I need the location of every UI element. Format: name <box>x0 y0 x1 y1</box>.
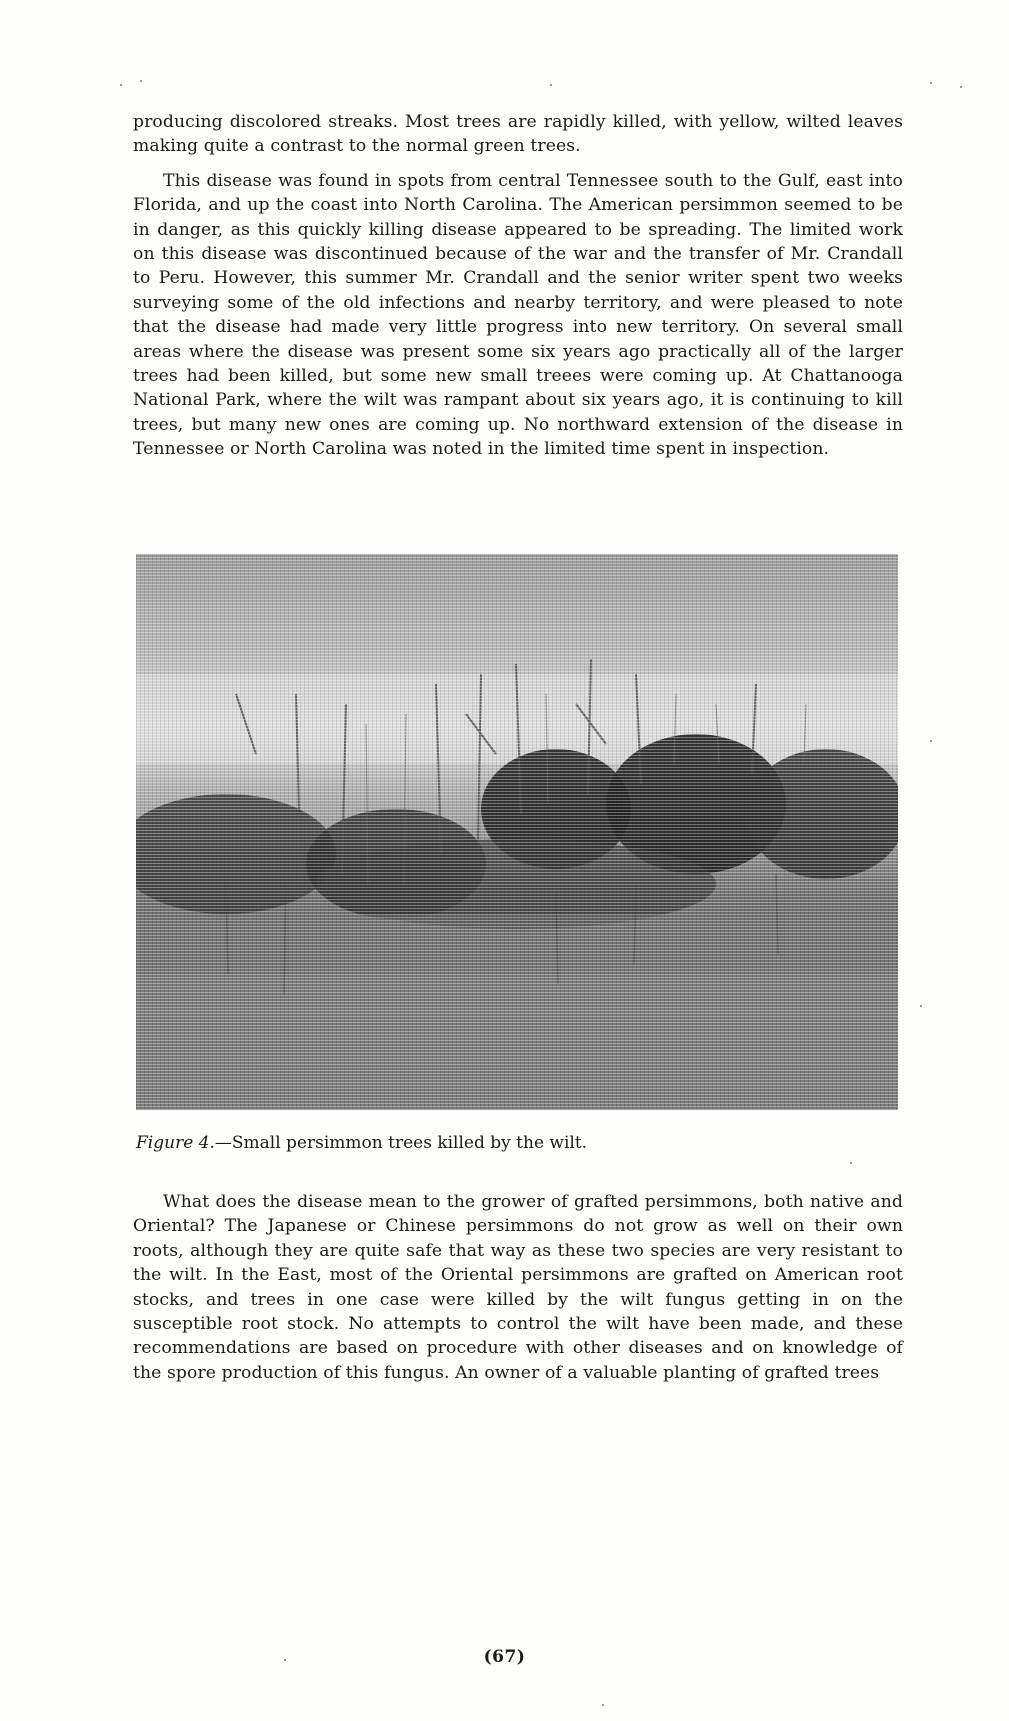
body-paragraph: What does the disease mean to the grower of grafted persimmons, both native and Oriental? The Japanese or Chinese persimmons do not grow as well on their own roots, although they are quite safe that way as these two species are very resistant to the wilt. In the East, most of the Oriental persimmons are grafted on American root stocks, and trees in one case were killed by the wilt fungus getting in on the susceptible root stock. No attempts to control the wilt have been made, and these recommendations are based on procedure with other diseases and on knowledge of the spore production of this fungus. An owner of a valuable planting of grafted trees <box>133 1192 903 1383</box>
continuation-paragraph: producing discolored streaks. Most trees are rapidly killed, with yellow, wilted leaves making quite a contrast to the normal green trees. <box>133 112 903 157</box>
scan-speck <box>850 1162 852 1164</box>
persimmon-trees-photo <box>136 554 898 1110</box>
figure-photograph <box>136 554 898 1110</box>
scan-speck <box>960 86 962 88</box>
scan-speck <box>930 740 932 742</box>
scan-speck <box>140 80 142 82</box>
body-paragraph: This disease was found in spots from central Tennessee south to the Gulf, east into Florida, and up the coast into North Carolina. The American persimmon seemed to be in danger, as this quickly killing disease appeared to be spreading. The limited work on this disease was discontinued because of the war and the transfer of Mr. Crandall to Peru. However, this summer Mr. Crandall and the senior writer spent two weeks surveying some of the old infections and nearby territory, and were pleased to note that the disease had made very little progress into new territory. On several small areas where the disease was present some six years ago practically all of the larger trees had been killed, but some new small treees were coming up. At Chattanooga National Park, where the wilt was rampant about six years ago, it is continuing to kill trees, but many new ones are coming up. No northward extension of the disease in Tennessee or North Carolina was noted in the limited time spent in inspection. <box>133 170 903 460</box>
scan-speck <box>920 1005 922 1007</box>
scan-speck <box>550 84 552 86</box>
top-text-block <box>133 110 903 462</box>
scan-speck <box>120 84 122 86</box>
page-number: (67) <box>483 1647 526 1667</box>
figure-caption-text: —Small persimmon trees killed by the wilt. <box>214 1133 588 1153</box>
bottom-text-block <box>133 1190 903 1385</box>
scan-speck <box>602 1704 604 1706</box>
figure-label: Figure 4. <box>136 1133 215 1153</box>
figure-caption <box>136 1132 587 1154</box>
scan-speck <box>930 82 932 84</box>
